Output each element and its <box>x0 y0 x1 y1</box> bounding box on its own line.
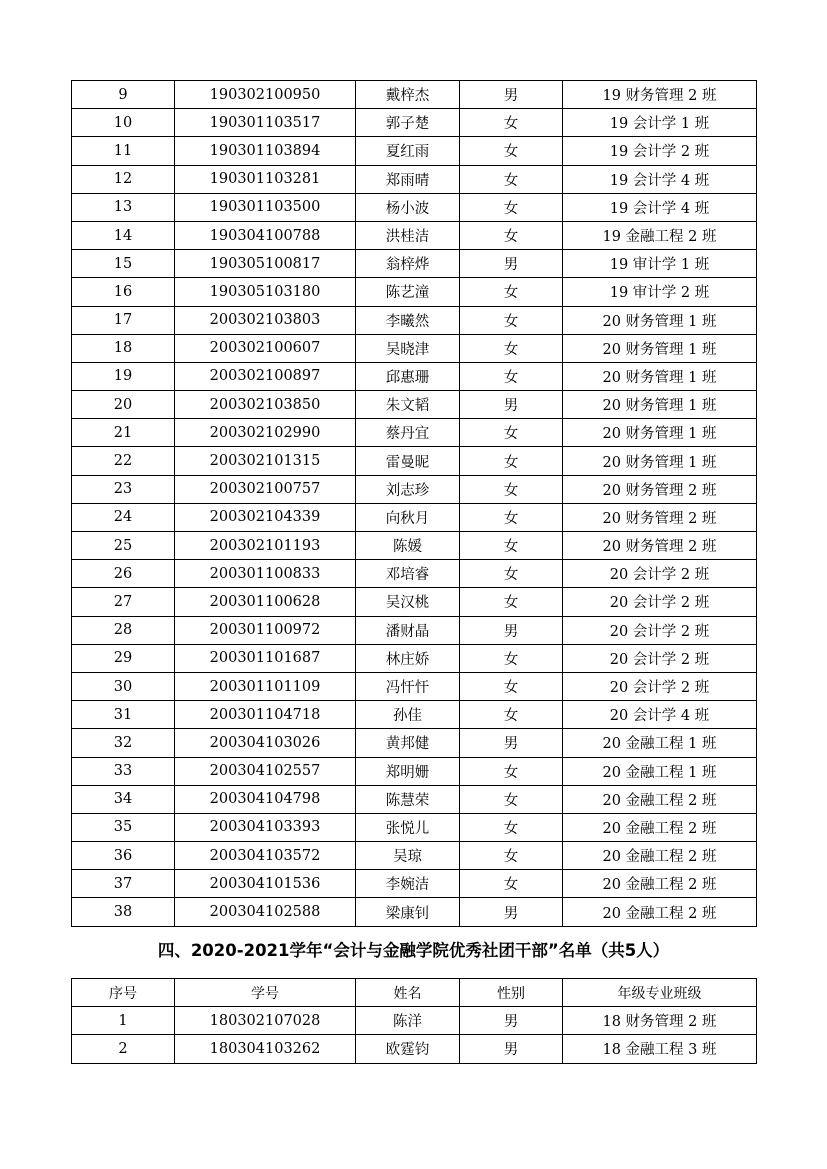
cell-student-id: 200301101687 <box>175 644 356 672</box>
cell-gender: 女 <box>460 503 563 531</box>
cell-student-id: 200302100897 <box>175 362 356 390</box>
cell-name: 朱文韬 <box>356 391 460 419</box>
cell-name: 张悦儿 <box>356 813 460 841</box>
cell-class: 19 会计学 2 班 <box>563 137 757 165</box>
cell-class: 20 金融工程 2 班 <box>563 842 757 870</box>
table-row <box>72 672 757 700</box>
cell-class: 19 审计学 2 班 <box>563 278 757 306</box>
cell-class: 20 会计学 2 班 <box>563 644 757 672</box>
table-row <box>72 503 757 531</box>
cell-student-id: 200301104718 <box>175 701 356 729</box>
cell-class: 20 财务管理 1 班 <box>563 334 757 362</box>
table-row <box>72 898 757 926</box>
cell-index: 36 <box>72 842 175 870</box>
cell-gender: 女 <box>460 419 563 447</box>
cell-index: 11 <box>72 137 175 165</box>
table-row <box>72 278 757 306</box>
cell-name: 邱惠珊 <box>356 362 460 390</box>
cell-gender: 女 <box>460 221 563 249</box>
award-list-body <box>72 81 757 927</box>
cell-gender: 女 <box>460 588 563 616</box>
table-row <box>72 785 757 813</box>
cell-gender: 女 <box>460 362 563 390</box>
cell-gender: 女 <box>460 447 563 475</box>
cell-name: 夏红雨 <box>356 137 460 165</box>
cell-gender: 女 <box>460 701 563 729</box>
cell-student-id: 200304103026 <box>175 729 356 757</box>
cell-student-id: 200301100972 <box>175 616 356 644</box>
table-row <box>72 391 757 419</box>
cell-student-id: 200304102588 <box>175 898 356 926</box>
cell-class: 19 会计学 1 班 <box>563 109 757 137</box>
cell-gender: 女 <box>460 785 563 813</box>
cell-student-id: 200302100607 <box>175 334 356 362</box>
header-index: 序号 <box>72 979 175 1007</box>
cell-index: 18 <box>72 334 175 362</box>
table-row <box>72 334 757 362</box>
cell-name: 李婉洁 <box>356 870 460 898</box>
cell-gender: 女 <box>460 109 563 137</box>
cell-student-id: 200302102990 <box>175 419 356 447</box>
cell-gender: 女 <box>460 137 563 165</box>
cell-gender: 女 <box>460 278 563 306</box>
cell-gender: 男 <box>460 391 563 419</box>
cell-student-id: 200302103850 <box>175 391 356 419</box>
cell-class: 20 会计学 2 班 <box>563 560 757 588</box>
cell-class: 18 财务管理 2 班 <box>563 1007 757 1035</box>
table-row <box>72 532 757 560</box>
cell-name: 郭子楚 <box>356 109 460 137</box>
header-student-id: 学号 <box>175 979 356 1007</box>
cell-index: 10 <box>72 109 175 137</box>
cell-name: 陈洋 <box>356 1007 460 1035</box>
table-row <box>72 165 757 193</box>
cell-name: 陈慧荣 <box>356 785 460 813</box>
cell-index: 24 <box>72 503 175 531</box>
cell-gender: 女 <box>460 334 563 362</box>
club-officer-table <box>71 978 757 1064</box>
cell-student-id: 180304103262 <box>175 1035 356 1063</box>
cell-class: 20 金融工程 1 班 <box>563 757 757 785</box>
table-row <box>72 447 757 475</box>
cell-class: 19 会计学 4 班 <box>563 165 757 193</box>
table-row <box>72 616 757 644</box>
cell-name: 翁梓烨 <box>356 250 460 278</box>
cell-gender: 女 <box>460 193 563 221</box>
cell-name: 郑雨晴 <box>356 165 460 193</box>
cell-index: 32 <box>72 729 175 757</box>
cell-student-id: 200304101536 <box>175 870 356 898</box>
cell-name: 蔡丹宜 <box>356 419 460 447</box>
cell-class: 19 财务管理 2 班 <box>563 81 757 109</box>
cell-student-id: 200302103803 <box>175 306 356 334</box>
cell-name: 洪桂洁 <box>356 221 460 249</box>
cell-class: 20 金融工程 2 班 <box>563 898 757 926</box>
cell-name: 孙佳 <box>356 701 460 729</box>
cell-gender: 男 <box>460 81 563 109</box>
cell-index: 20 <box>72 391 175 419</box>
cell-name: 吴晓津 <box>356 334 460 362</box>
cell-index: 17 <box>72 306 175 334</box>
cell-class: 20 财务管理 2 班 <box>563 475 757 503</box>
cell-index: 22 <box>72 447 175 475</box>
table-row <box>72 842 757 870</box>
cell-gender: 女 <box>460 870 563 898</box>
cell-class: 20 会计学 2 班 <box>563 588 757 616</box>
cell-student-id: 200304103572 <box>175 842 356 870</box>
cell-class: 19 审计学 1 班 <box>563 250 757 278</box>
table-row <box>72 701 757 729</box>
cell-gender: 男 <box>460 250 563 278</box>
cell-class: 20 财务管理 1 班 <box>563 391 757 419</box>
cell-student-id: 200301100628 <box>175 588 356 616</box>
cell-class: 19 会计学 4 班 <box>563 193 757 221</box>
cell-gender: 男 <box>460 1035 563 1063</box>
cell-student-id: 180302107028 <box>175 1007 356 1035</box>
cell-index: 31 <box>72 701 175 729</box>
table-row <box>72 870 757 898</box>
cell-index: 23 <box>72 475 175 503</box>
table-row <box>72 193 757 221</box>
cell-index: 13 <box>72 193 175 221</box>
cell-class: 20 会计学 4 班 <box>563 701 757 729</box>
table-row <box>72 306 757 334</box>
cell-index: 33 <box>72 757 175 785</box>
cell-index: 38 <box>72 898 175 926</box>
header-class: 年级专业班级 <box>563 979 757 1007</box>
cell-name: 邓培睿 <box>356 560 460 588</box>
cell-index: 28 <box>72 616 175 644</box>
table-row <box>72 419 757 447</box>
cell-name: 冯忓忓 <box>356 672 460 700</box>
cell-student-id: 200302101193 <box>175 532 356 560</box>
cell-class: 20 财务管理 1 班 <box>563 362 757 390</box>
header-name: 姓名 <box>356 979 460 1007</box>
cell-name: 郑明姗 <box>356 757 460 785</box>
cell-gender: 女 <box>460 757 563 785</box>
table-row <box>72 644 757 672</box>
cell-name: 潘财晶 <box>356 616 460 644</box>
header-gender: 性别 <box>460 979 563 1007</box>
cell-student-id: 200301101109 <box>175 672 356 700</box>
table-row <box>72 221 757 249</box>
cell-class: 20 金融工程 2 班 <box>563 785 757 813</box>
table-row <box>72 250 757 278</box>
cell-class: 20 金融工程 2 班 <box>563 813 757 841</box>
cell-name: 雷曼昵 <box>356 447 460 475</box>
cell-student-id: 200304102557 <box>175 757 356 785</box>
cell-name: 梁康钊 <box>356 898 460 926</box>
cell-class: 20 财务管理 1 班 <box>563 447 757 475</box>
cell-index: 19 <box>72 362 175 390</box>
cell-gender: 女 <box>460 813 563 841</box>
section-title: 四、2020-2021学年“会计与金融学院优秀社团干部”名单（共5人） <box>157 941 670 960</box>
cell-name: 杨小波 <box>356 193 460 221</box>
cell-index: 37 <box>72 870 175 898</box>
table-row <box>72 588 757 616</box>
cell-class: 18 金融工程 3 班 <box>563 1035 757 1063</box>
cell-student-id: 190301103894 <box>175 137 356 165</box>
cell-index: 30 <box>72 672 175 700</box>
cell-gender: 男 <box>460 1007 563 1035</box>
cell-index: 16 <box>72 278 175 306</box>
cell-index: 21 <box>72 419 175 447</box>
cell-student-id: 190302100950 <box>175 81 356 109</box>
cell-name: 李曦然 <box>356 306 460 334</box>
cell-name: 向秋月 <box>356 503 460 531</box>
table-row <box>72 109 757 137</box>
cell-index: 34 <box>72 785 175 813</box>
club-officer-body <box>72 1007 757 1063</box>
table-header-row <box>72 979 757 1007</box>
cell-name: 林庄娇 <box>356 644 460 672</box>
table-row <box>72 475 757 503</box>
table-row <box>72 729 757 757</box>
cell-student-id: 190304100788 <box>175 221 356 249</box>
cell-class: 20 会计学 2 班 <box>563 616 757 644</box>
cell-student-id: 200302101315 <box>175 447 356 475</box>
cell-student-id: 200304103393 <box>175 813 356 841</box>
table-row <box>72 813 757 841</box>
cell-index: 14 <box>72 221 175 249</box>
cell-index: 29 <box>72 644 175 672</box>
cell-student-id: 190301103281 <box>175 165 356 193</box>
cell-index: 1 <box>72 1007 175 1035</box>
cell-gender: 男 <box>460 898 563 926</box>
cell-class: 20 会计学 2 班 <box>563 672 757 700</box>
cell-class: 20 金融工程 1 班 <box>563 729 757 757</box>
cell-name: 陈艺潼 <box>356 278 460 306</box>
cell-index: 12 <box>72 165 175 193</box>
cell-name: 刘志珍 <box>356 475 460 503</box>
cell-student-id: 190301103500 <box>175 193 356 221</box>
cell-gender: 女 <box>460 306 563 334</box>
award-list-table-continued <box>71 80 757 927</box>
cell-class: 20 财务管理 2 班 <box>563 532 757 560</box>
table-row <box>72 137 757 165</box>
table-row <box>72 560 757 588</box>
table-row <box>72 757 757 785</box>
table-row <box>72 81 757 109</box>
cell-student-id: 200301100833 <box>175 560 356 588</box>
cell-class: 20 金融工程 2 班 <box>563 870 757 898</box>
cell-student-id: 200302104339 <box>175 503 356 531</box>
cell-gender: 女 <box>460 644 563 672</box>
cell-name: 吴汉桃 <box>356 588 460 616</box>
cell-class: 20 财务管理 1 班 <box>563 306 757 334</box>
cell-name: 陈媛 <box>356 532 460 560</box>
cell-student-id: 200304104798 <box>175 785 356 813</box>
cell-index: 27 <box>72 588 175 616</box>
table-row <box>72 1007 757 1035</box>
cell-index: 35 <box>72 813 175 841</box>
cell-student-id: 190305103180 <box>175 278 356 306</box>
cell-name: 戴梓杰 <box>356 81 460 109</box>
cell-gender: 男 <box>460 616 563 644</box>
cell-index: 2 <box>72 1035 175 1063</box>
cell-class: 20 财务管理 2 班 <box>563 503 757 531</box>
cell-gender: 女 <box>460 842 563 870</box>
cell-index: 25 <box>72 532 175 560</box>
cell-gender: 女 <box>460 560 563 588</box>
table-row <box>72 362 757 390</box>
cell-student-id: 190305100817 <box>175 250 356 278</box>
cell-gender: 女 <box>460 672 563 700</box>
cell-gender: 女 <box>460 475 563 503</box>
cell-class: 19 金融工程 2 班 <box>563 221 757 249</box>
cell-gender: 女 <box>460 532 563 560</box>
cell-name: 欧霆钧 <box>356 1035 460 1063</box>
cell-index: 26 <box>72 560 175 588</box>
cell-name: 吴琼 <box>356 842 460 870</box>
cell-index: 15 <box>72 250 175 278</box>
cell-student-id: 200302100757 <box>175 475 356 503</box>
cell-index: 9 <box>72 81 175 109</box>
cell-gender: 男 <box>460 729 563 757</box>
cell-student-id: 190301103517 <box>175 109 356 137</box>
cell-gender: 女 <box>460 165 563 193</box>
table-row <box>72 1035 757 1063</box>
cell-class: 20 财务管理 1 班 <box>563 419 757 447</box>
cell-name: 黄邦健 <box>356 729 460 757</box>
